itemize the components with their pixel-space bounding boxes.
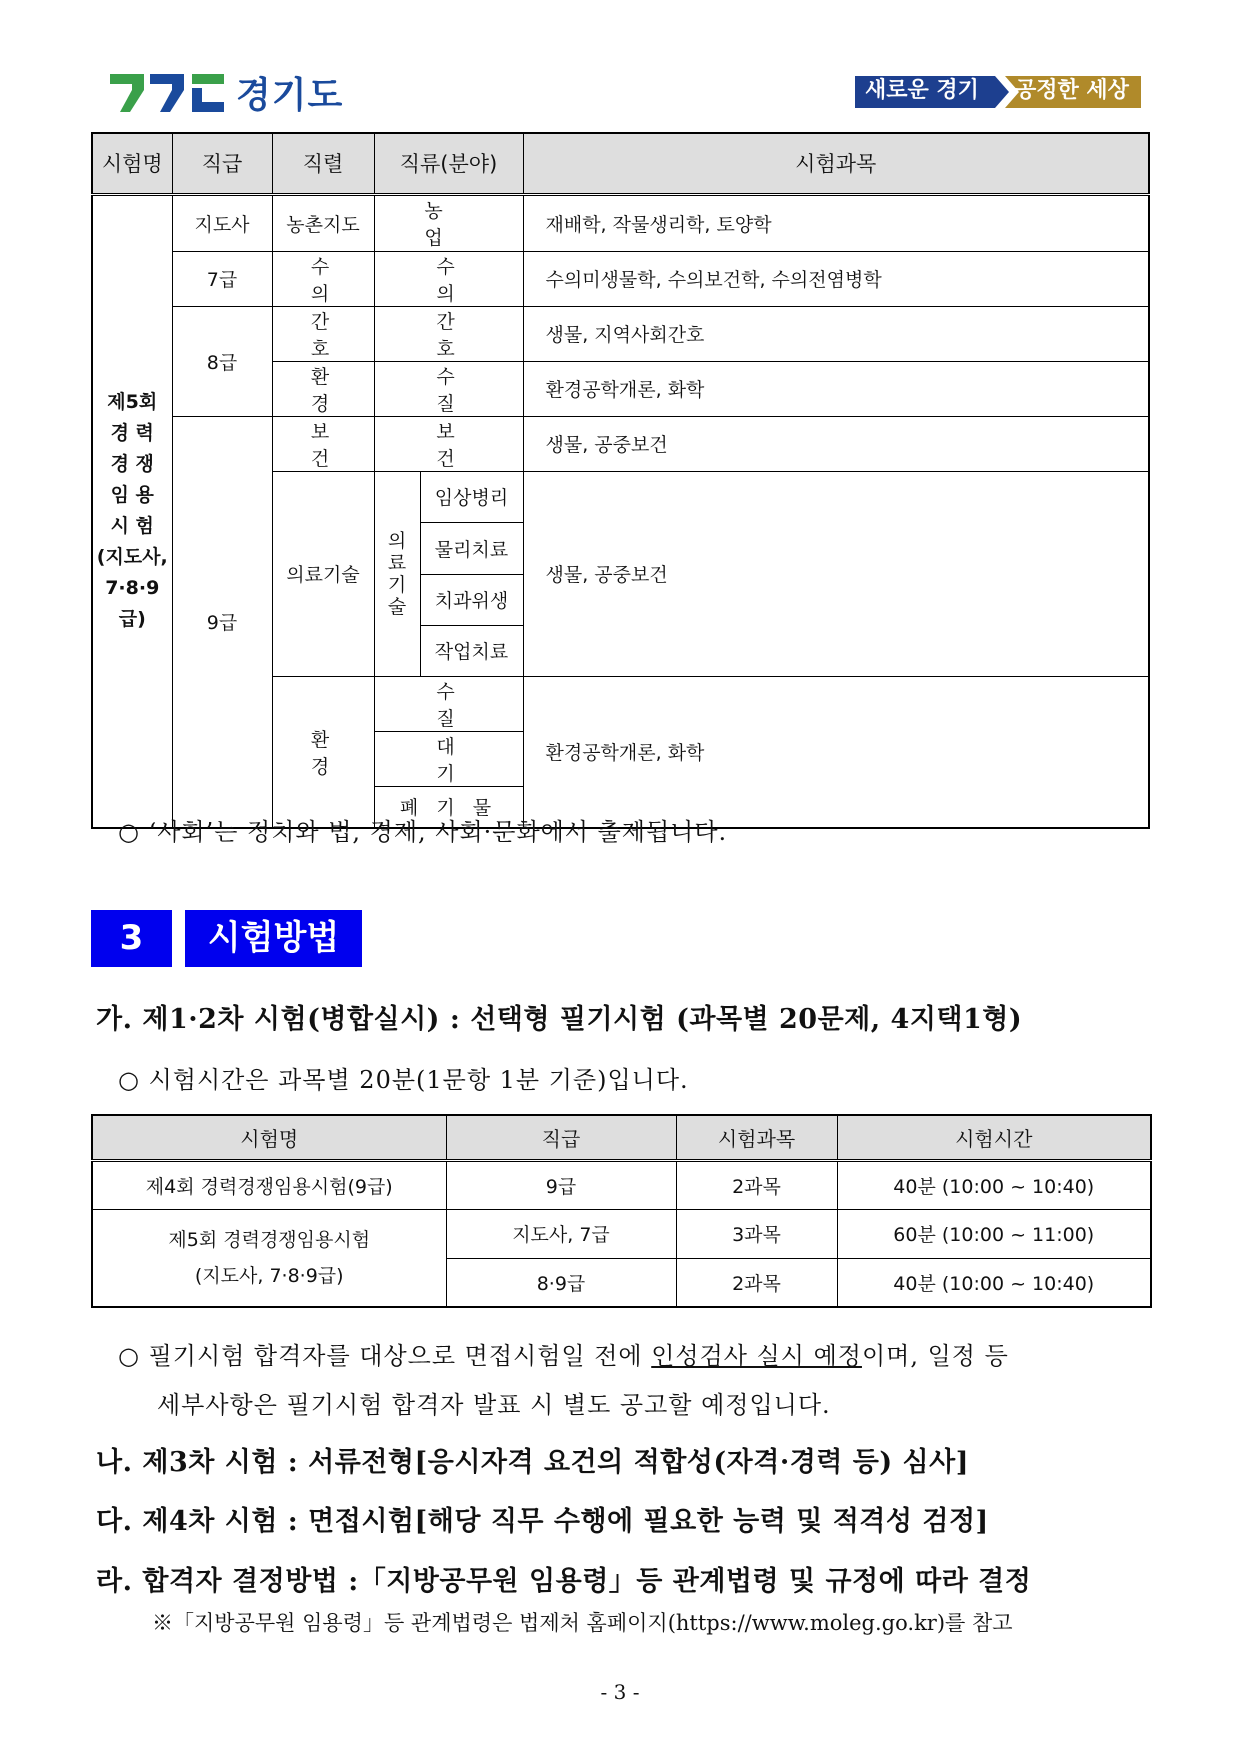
- field-cell: 작업치료: [420, 625, 523, 676]
- subjects-cell: 생물, 공중보건: [523, 416, 1149, 471]
- section-number: 3: [91, 910, 172, 967]
- table-row: [92, 194, 1149, 251]
- header-class: 직류(분야): [374, 133, 523, 194]
- table-header-row: [92, 133, 1149, 194]
- grade-cell: 지도사, 7급: [446, 1209, 676, 1258]
- subjects-cell: 2과목: [676, 1258, 837, 1307]
- class-cell: 대 기: [374, 731, 523, 786]
- time-cell: 40분 (10:00 ~ 10:40): [837, 1160, 1151, 1209]
- exam-name-cell: 제4회 경력경쟁임용시험(9급): [92, 1160, 446, 1209]
- table-header-row: [92, 1115, 1151, 1160]
- logo-text: 경기도: [236, 74, 344, 116]
- subjects-cell: 환경공학개론, 화학: [523, 361, 1149, 416]
- header-grade: 직급: [446, 1115, 676, 1160]
- class-cell: 간 호: [374, 306, 523, 361]
- grade-cell: 9급: [446, 1160, 676, 1209]
- slogan-text-new: 새로운 경기: [865, 78, 979, 103]
- header-exam-name: 시험명: [92, 133, 172, 194]
- field-cell: 임상병리: [420, 471, 523, 522]
- class-cell: 폐 기 물: [374, 786, 523, 828]
- time-cell: 40분 (10:00 ~ 10:40): [837, 1258, 1151, 1307]
- header-series: 직렬: [272, 133, 374, 194]
- subjects-cell: 2과목: [676, 1160, 837, 1209]
- series-cell: 환 경: [272, 676, 374, 828]
- class-cell: 수 질: [374, 361, 523, 416]
- grade-cell: 9급: [172, 416, 272, 828]
- section-title: 시험방법: [185, 910, 362, 967]
- table-row: [92, 306, 1149, 361]
- heading-ga: 가. 제1·2차 시험(병합실시) : 선택형 필기시험 (과목별 20문제, 4지택1형): [96, 1004, 1023, 1035]
- gyeonggi-logo-mark-icon: [108, 70, 228, 114]
- series-cell: 수 의: [272, 251, 374, 306]
- exam-subjects-table: [91, 132, 1150, 829]
- social-subject-note: ○ ‘사회’는 정치와 법, 경제, 사회·문화에서 출제됩니다.: [118, 818, 728, 846]
- exam-time-note: ○ 시험시간은 과목별 20분(1문항 1분 기준)입니다.: [118, 1066, 689, 1094]
- series-cell: 농촌지도: [272, 194, 374, 251]
- subjects-cell: 생물, 공중보건: [523, 471, 1149, 676]
- class-cell: 수 질: [374, 676, 523, 731]
- subjects-cell: 3과목: [676, 1209, 837, 1258]
- field-cell: 치과위생: [420, 574, 523, 625]
- table-row: [92, 251, 1149, 306]
- grade-cell: 7급: [172, 251, 272, 306]
- heading-na: 나. 제3차 시험 : 서류전형[응시자격 요건의 적합성(자격·경력 등) 심사]: [96, 1447, 969, 1478]
- subjects-cell: 수의미생물학, 수의보건학, 수의전염병학: [523, 251, 1149, 306]
- class-cell-vertical: 의 료 기 술: [374, 471, 420, 676]
- series-cell: 간 호: [272, 306, 374, 361]
- series-cell: 보 건: [272, 416, 374, 471]
- table-row: [92, 416, 1149, 471]
- subjects-cell: 재배학, 작물생리학, 토양학: [523, 194, 1149, 251]
- series-cell: 의료기술: [272, 471, 374, 676]
- header-subjects: 시험과목: [523, 133, 1149, 194]
- header-grade: 직급: [172, 133, 272, 194]
- personality-test-note-line2: 세부사항은 필기시험 합격자 발표 시 별도 공고할 예정입니다.: [157, 1391, 831, 1419]
- table-row: [92, 1160, 1151, 1209]
- class-cell: 농 업: [374, 194, 523, 251]
- grade-cell: 지도사: [172, 194, 272, 251]
- grade-cell: 8급: [172, 306, 272, 416]
- exam-name-cell: 제5회 경 력 경 쟁 임 용 시 험 (지도사, 7·8·9급): [92, 194, 172, 828]
- gyeonggi-logo: [108, 70, 343, 114]
- exam-name-cell: 제5회 경력경쟁임용시험 (지도사, 7·8·9급): [92, 1209, 446, 1307]
- exam-time-table: [91, 1114, 1152, 1308]
- slogan-banner: [855, 74, 1143, 110]
- heading-ra: 라. 합격자 결정방법 :「지방공무원 임용령」등 관계법령 및 규정에 따라 결정: [96, 1566, 1032, 1597]
- time-cell: 60분 (10:00 ~ 11:00): [837, 1209, 1151, 1258]
- personality-test-note: ○ 필기시험 합격자를 대상으로 면접시험일 전에 인성검사 실시 예정이며, 일정 등: [118, 1342, 1009, 1370]
- subjects-cell: 생물, 지역사회간호: [523, 306, 1149, 361]
- header-exam-name: 시험명: [92, 1115, 446, 1160]
- table-row: [92, 1209, 1151, 1258]
- slogan-text-fair: 공정한 세상: [1015, 78, 1129, 103]
- reference-note: ※「지방공무원 임용령」등 관계법령은 법제처 홈페이지(https://www.moleg.go.kr)를 참고: [152, 1611, 1013, 1635]
- class-cell: 수 의: [374, 251, 523, 306]
- field-cell: 물리치료: [420, 522, 523, 574]
- class-cell: 보 건: [374, 416, 523, 471]
- page-number: - 3 -: [600, 1680, 640, 1704]
- grade-cell: 8·9급: [446, 1258, 676, 1307]
- subjects-cell: 환경공학개론, 화학: [523, 676, 1149, 828]
- series-cell: 환 경: [272, 361, 374, 416]
- header-time: 시험시간: [837, 1115, 1151, 1160]
- header-subjects: 시험과목: [676, 1115, 837, 1160]
- heading-da: 다. 제4차 시험 : 면접시험[해당 직무 수행에 필요한 능력 및 적격성 검정]: [96, 1506, 989, 1537]
